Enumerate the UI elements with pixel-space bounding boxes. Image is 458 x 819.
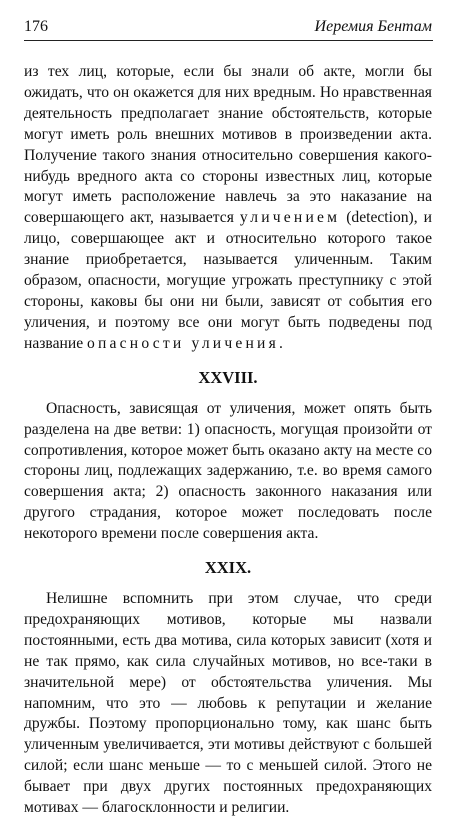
paragraph-text: из тех лиц, которые, если бы знали об акте, могли бы ожидать, что он окажется для них вредным. Но нравственная деятельность предполагает знание обстоятельств, которые могут иметь роль внешних мотивов в произведении акта. Получение такого знания относительно совершения какого-нибудь вредного акта со стороны известных лиц, которые могут иметь расположение навлечь за это наказание на совершающего акт, называется <box>24 63 432 227</box>
paragraph-text: . <box>278 334 283 352</box>
header-rule <box>24 40 433 41</box>
section-heading-xxix: XXIX. <box>204 558 252 578</box>
running-title: Иеремия Бентам <box>314 18 432 35</box>
page-body <box>24 62 432 819</box>
section-heading-xxviii: XXVIII. <box>198 367 258 387</box>
term-detection: уличением <box>239 209 341 227</box>
paragraph-xxix: Нелишне вспомнить при этом случае, что среди предохраняющих мотивов, которые мы назвали постоянными, есть два мотива, сила которых зависит (хотя и не так прямо, как сила случайных мотивов, но все-таки в значительной мере) от обстоятельства уличения. Мы напомним, что это — любовь к репутации и желание дружбы. Поэтому пропорционально тому, как шанс быть уличенным увеличивается, эти мотивы действуют с большей силой; если шанс меньше — то с меньшей силой. Этого не бывает при двух других постоянных предохраняющих мотивах — благосклонности и религии. <box>24 590 432 817</box>
paragraph-xxviii: Опасность, зависящая от уличения, может опять быть разделена на две ветви: 1) опасность, могущая произойти от сопротивления, которое может быть оказано акту на месте со стороны лиц, подлежащих задержанию, т.е. во время самого совершения акта; 2) опасность законного наказания или другого страдания, которое может последовать после некоторого времени после совершения акта. <box>24 399 432 543</box>
page-number: 176 <box>24 18 48 35</box>
page-header <box>24 16 432 40</box>
paragraph-continuation <box>24 62 432 355</box>
term-danger-of-detection: опасности уличения <box>87 334 279 352</box>
paragraph-text: (detection), и лицо, совершающее акт и относительно которого такое знание приобретается, называется уличенным. Таким образом, опасности, могущие угрожать преступнику с этой стороны, каковы бы они ни были, зависят от события его уличения, и поэтому все они могут быть подведены под название <box>24 209 432 352</box>
